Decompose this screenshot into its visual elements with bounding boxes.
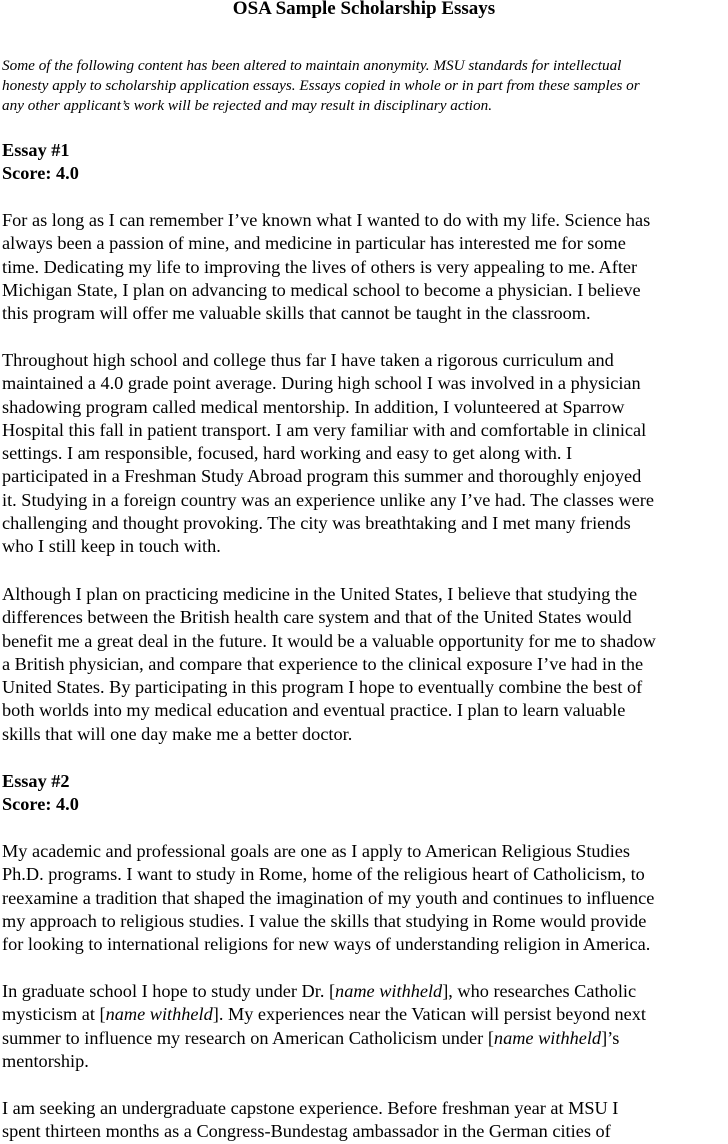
essay-title: Essay #2 (2, 771, 70, 791)
text-line: I am seeking an undergraduate capstone experience. Before freshman year at MSU I (2, 1098, 619, 1118)
text-line: participated in a Freshman Study Abroad program this summer and thoroughly enjoyed (2, 466, 642, 487)
text-line: Hospital this fall in patient transport. I am very familiar with and comfortable in clinical (2, 419, 647, 440)
text-line: skills that will one day make me a better doctor. (2, 723, 353, 744)
essay-2-paragraph-2 (2, 980, 728, 1073)
text-line: any other applicant’s work will be rejected and may result in disciplinary action. (2, 97, 493, 114)
text-line: who I still keep in touch with. (2, 536, 221, 557)
text-line: reexamine a tradition that shaped the imagination of my youth and continues to influence (2, 887, 655, 908)
text-line: always been a passion of mine, and medicine in particular has interested me for some (2, 233, 626, 254)
document-title: OSA Sample Scholarship Essays (232, 0, 496, 19)
essay-2-heading (2, 770, 79, 817)
essay-2-paragraph-3 (2, 1097, 728, 1144)
text-line: this program will offer me valuable skills that cannot be taught in the classroom. (2, 303, 591, 324)
text-line: Throughout high school and college thus far I have taken a rigorous curriculum and (2, 350, 614, 370)
text-line: Although I plan on practicing medicine in the United States, I believe that studying the (2, 584, 638, 604)
text-line: My academic and professional goals are one as I apply to American Religious Studies (2, 841, 630, 861)
text-line: spent thirteen months as a Congress-Bundestag ambassador in the German cities of (2, 1121, 611, 1142)
text-line: a British physician, and compare that experience to the clinical exposure I’ve had in the (2, 653, 644, 674)
essay-score: Score: 4.0 (2, 794, 79, 815)
text-line: In graduate school I hope to study under Dr. [name withheld], who researches Catholic (2, 981, 637, 1001)
text-line: For as long as I can remember I’ve known what I wanted to do with my life. Science has (2, 210, 651, 230)
text-line: honesty apply to scholarship application essays. Essays copied in whole or in part from these samples or (2, 77, 640, 94)
text-line: United States. By participating in this program I hope to eventually combine the best of (2, 677, 643, 698)
essay-1-paragraph-1 (2, 209, 728, 325)
text-line: mysticism at [name withheld]. My experiences near the Vatican will persist beyond next (2, 1004, 646, 1025)
text-line: time. Dedicating my life to improving the lives of others is very appealing to me. After (2, 256, 638, 277)
text-line: maintained a 4.0 grade point average. During high school I was involved in a physician (2, 373, 641, 394)
essay-2-paragraph-1 (2, 840, 728, 956)
essay-1-paragraph-3 (2, 583, 728, 746)
text-line: summer to influence my research on American Catholicism under [name withheld]’s (2, 1027, 620, 1048)
text-line: both worlds into my medical education and eventual practice. I plan to learn valuable (2, 700, 626, 721)
text-line: settings. I am responsible, focused, hard working and easy to get along with. I (2, 443, 573, 464)
text-line: for looking to international religions for new ways of understanding religion in America. (2, 934, 651, 955)
essay-score: Score: 4.0 (2, 163, 79, 184)
disclaimer-paragraph (2, 56, 728, 116)
text-line: challenging and thought provoking. The city was breathtaking and I met many friends (2, 513, 631, 534)
text-line: differences between the British health care system and that of the United States would (2, 607, 632, 628)
text-line: Some of the following content has been altered to maintain anonymity. MSU standards for intellectual (2, 57, 622, 74)
text-line: Michigan State, I plan on advancing to medical school to become a physician. I believe (2, 279, 641, 300)
essay-1-paragraph-2 (2, 349, 728, 559)
text-line: shadowing program called medical mentorship. In addition, I volunteered at Sparrow (2, 396, 625, 417)
essay-title: Essay #1 (2, 140, 70, 160)
text-line: Ph.D. programs. I want to study in Rome, home of the religious heart of Catholicism, to (2, 864, 645, 885)
text-line: it. Studying in a foreign country was an experience unlike any I’ve had. The classes were (2, 489, 654, 510)
text-line: my approach to religious studies. I value the skills that studying in Rome would provide (2, 910, 647, 931)
text-line: mentorship. (2, 1050, 89, 1071)
text-line: benefit me a great deal in the future. It would be a valuable opportunity for me to shadow (2, 630, 656, 651)
essay-1-heading (2, 139, 79, 186)
